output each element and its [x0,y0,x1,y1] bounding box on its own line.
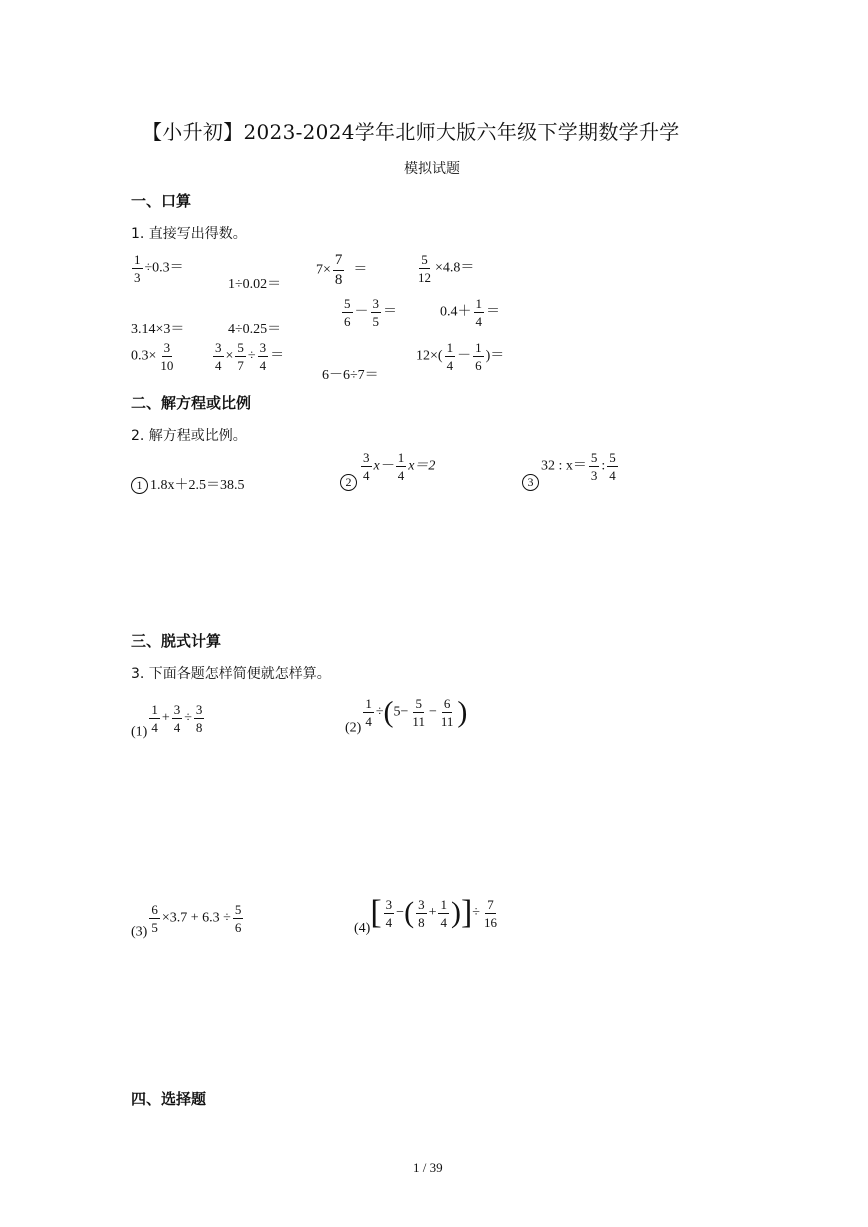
question-3: 3. 下面各题怎样简便就怎样算。 [131,666,331,682]
fraction: $\frac{6}{11}$ [440,696,454,729]
oral-c3: 6－6÷7＝ [322,368,379,383]
fraction: $\frac{5}{4}$ [609,450,616,483]
fraction: $\frac{5}{6}$ [344,296,351,329]
fraction: $\frac{3}{4}$ [173,702,181,735]
section-oral: 一、口算 [131,192,192,210]
page-subtitle: 模拟试题 [404,161,460,177]
fraction: $\frac{3}{4}$ [385,896,393,930]
fraction: $\frac{5}{11}$ [412,696,425,729]
oral-b2: 4÷0.25＝ [228,322,282,337]
section-choice: 四、选择题 [131,1090,207,1108]
fraction: $\frac{6}{5}$ [151,902,158,935]
fraction: $\frac{5}{12}$ [418,252,431,285]
fraction: $\frac{1}{4}$ [440,896,447,930]
fraction: $\frac{1}{6}$ [475,340,482,373]
oral-a4: $\frac{5}{12}$ ×4.8＝ [418,252,475,285]
oral-c2: $\frac{3}{4}$ × $\frac{5}{7}$ ÷ $\frac{3}{4}$ ＝ [215,340,285,373]
fraction: $\frac{1}{4}$ [151,702,158,735]
calc-3: (3) $\frac{6}{5}$ ×3.7 + 6.3 ÷ $\frac{5}{6}$ [131,902,242,940]
calc-4: (4)[ $\frac{3}{4}$ −( $\frac{3}{8}$ + $\frac{1}{4}$ )]÷ $\frac{7}{16}$ [354,894,497,937]
oral-a3: 7× $\frac{7}{8}$ ＝ [316,252,368,288]
section-calc: 三、脱式计算 [131,632,222,650]
section-equations: 二、解方程或比例 [131,394,252,412]
fraction: $\frac{1}{3}$ [134,252,141,285]
fraction: $\frac{1}{4}$ [397,450,405,483]
oral-b3: $\frac{5}{6}$ － $\frac{3}{5}$ ＝ [344,296,397,329]
question-2: 2. 解方程或比例。 [131,428,247,444]
fraction: $\frac{5}{3}$ [590,450,598,483]
fraction: $\frac{1}{4}$ [365,696,372,729]
calc-1: (1) $\frac{1}{4}$ + $\frac{3}{4}$ ÷ $\frac{3}{8}$ [131,702,203,740]
fraction: $\frac{7}{16}$ [483,896,497,930]
fraction: $\frac{3}{8}$ [195,702,203,735]
fraction: $\frac{3}{8}$ [418,896,425,930]
oral-c1: 0.3× $\frac{3}{10}$ [131,340,174,373]
fraction: $\frac{5}{6}$ [234,902,242,935]
page-title: 【小升初】2023-2024学年北师大版六年级下学期数学升学 [142,120,680,144]
oral-b4: 0.4＋ $\frac{1}{4}$ ＝ [440,296,500,329]
page-number: 1 / 39 [413,1160,443,1175]
fraction: $\frac{5}{7}$ [237,340,244,373]
equation-1: 1 1.8x＋2.5＝38.5 [131,474,245,494]
fraction: $\frac{3}{4}$ [259,340,267,373]
fraction: $\frac{1}{4}$ [446,340,454,373]
fraction: $\frac{7}{8}$ [334,252,343,288]
equation-3: 332 : x＝ $\frac{5}{3}$ : $\frac{5}{4}$ [522,451,620,491]
calc-2: (2) $\frac{1}{4}$ ÷(5− $\frac{5}{11}$ − $\frac{6}{11}$ ) [345,695,468,736]
fraction: $\frac{1}{4}$ [475,296,482,329]
fraction: $\frac{3}{10}$ [160,340,174,373]
fraction: $\frac{3}{4}$ [363,450,370,483]
fraction: $\frac{3}{4}$ [215,340,222,373]
oral-a2: 1÷0.02＝ [228,277,282,292]
oral-c4: 12×( $\frac{1}{4}$ － $\frac{1}{6}$ )＝ [416,340,505,373]
oral-b1: 3.14×3＝ [131,322,185,337]
question-1: 1. 直接写出得数。 [131,226,247,242]
equation-2: 2 $\frac{3}{4}$ x－ $\frac{1}{4}$ x＝2 [340,451,435,491]
fraction: $\frac{3}{5}$ [372,296,379,329]
oral-a1: $\frac{1}{3}$ ÷0.3＝ [134,252,184,285]
